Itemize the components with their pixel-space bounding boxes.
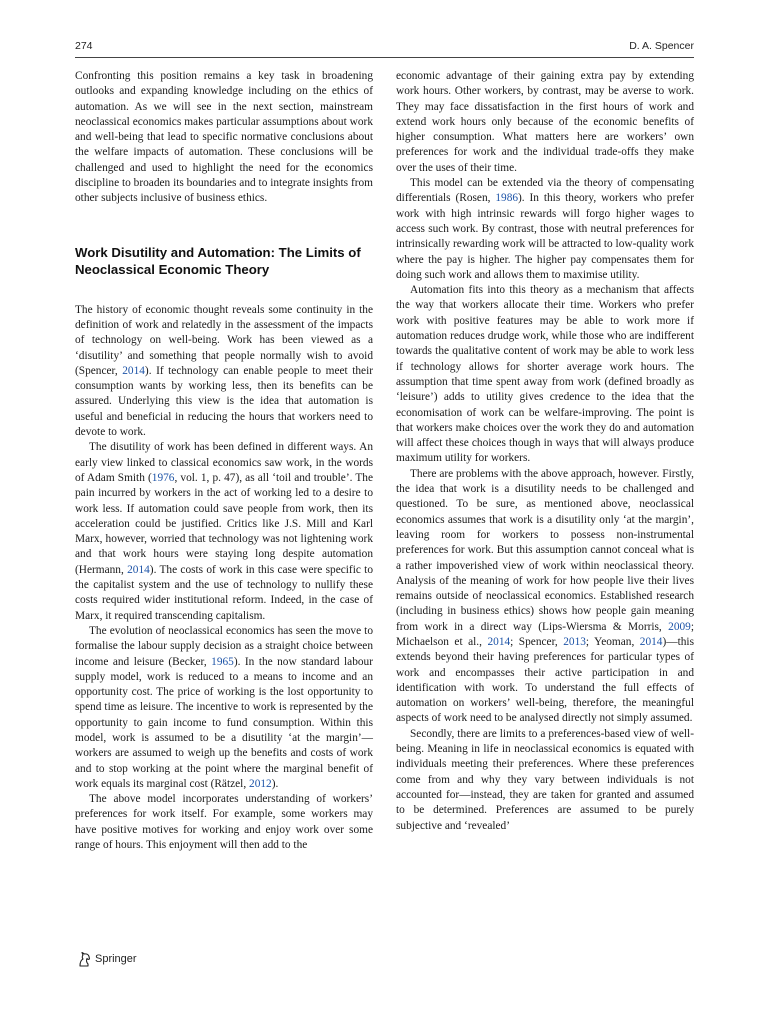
paragraph-economic-advantage: economic advantage of their gaining extra pay by extending work hours. Other workers, by contrast, may be averse to work. They may face dissatisfaction in the first hours of work and extend work hours only because of the economic benefits of higher consumption. What matters here are workers’ own preferences for work and the individual trade-offs they make over the uses of their time. xyxy=(396,70,694,174)
springer-horse-icon xyxy=(77,951,91,967)
publisher-footer xyxy=(77,951,137,967)
citation-link-spencer-2013[interactable]: 2013 xyxy=(563,635,586,648)
paragraph-text: ). In the now standard labour supply model, work is reduced to a means to income and an opportunity cost. The price of working is the lost opportunity to spend time as leisure. The incentive to work is represented by the opportunity to gain income to fund consumption. Within this model, work is assumed to be a disutility ‘at the margin’—workers are assumed to weigh up the benefits and costs of work and to stop working at the point where the marginal benefit of work equals its marginal cost (Rätzel, xyxy=(75,655,373,790)
header-rule xyxy=(75,57,694,58)
paragraph-text: ). The costs of work in this case were specific to the capitalist system and the use of technology to nullify these costs required wider institutional reform. Indeed, in the case of Marx, it required transcending capitalism. xyxy=(75,563,373,622)
paragraph-disutility-definitions xyxy=(75,440,373,624)
section-heading: Work Disutility and Automation: The Limits of Neoclassical Economic Theory xyxy=(75,244,361,277)
citation-link-rosen-1986[interactable]: 1986 xyxy=(495,192,519,205)
paragraph-text: ). xyxy=(271,777,279,790)
paragraph-text: The history of economic thought reveals some continuity in the definition of work and relatedly in the assessment of the impacts of technology on well-being. Work has been viewed as a ‘disutility’ and something that people normally wish to avoid (Spencer, xyxy=(75,303,373,377)
paragraph-preferences-for-work: The above model incorporates understanding of workers’ preferences for work itself. For example, some workers may have positive motives for working and enjoy work over some range of hours. This enjoyment will then add to the xyxy=(75,793,373,852)
paragraph-text: )—this extends beyond their having preferences for particular types of work and encompasses their active participation in and identification with work. To understand the full effects of automation on workers’ well-being, therefore, the meaningful aspects of work need to be analysed directly not simply assumed. xyxy=(396,635,694,725)
paragraph-text: This model can be extended via the theory of compensating differentials (Rosen, xyxy=(396,177,694,205)
paragraph-text: The disutility of work has been defined in different ways. An early view linked to classical economics saw work, in the words of Adam Smith ( xyxy=(75,441,373,484)
citation-link-lips-wiersma-2009[interactable]: 2009 xyxy=(668,620,691,633)
citation-link-smith-1976[interactable]: 1976 xyxy=(151,471,175,484)
citation-link-spencer-2014[interactable]: 2014 xyxy=(122,364,145,377)
page-number: 274 xyxy=(75,40,93,52)
paragraph-history xyxy=(75,303,373,441)
paragraph-text: There are problems with the above approach, however. Firstly, the idea that work is a disutility needs to be challenged and questioned. To be sure, as mentioned above, neoclassical economics assumes that work is a disutility only ‘at the margin’, leaving room for workers to possess non-instrumental preferences for work. But this assumption cannot conceal what is a rather impoverished view of work within neoclassical theory. Analysis of the meaning of work for how people live their lives remains outside of neoclassical economics. Established research (including in business ethics) shows how people gain meaning from work in a direct way (Lips-Wiersma & Morris, xyxy=(396,467,694,633)
paragraph-problems-approach xyxy=(396,467,694,727)
right-column xyxy=(396,69,694,834)
paragraph-text: ; Michaelson et al., xyxy=(396,620,694,648)
paragraph-text: ). In this theory, workers who prefer work with high intrinsic rewards will forgo higher wages to access such work. By contrast, those with neutral preferences for intrinsically rewarding work will be attracted to low-quality work where the pay is higher. The higher pay compensates them for doing such work and allows them to maximise utility. xyxy=(396,192,695,281)
paragraph-preferences-limits: Secondly, there are limits to a preferences-based view of well-being. Meaning in life in neoclassical economics is equated with individuals meeting their preferences. Where these preferences come from and why they vary between individuals is not accounted for—instead, they are taken for granted and assumed to be determined. Preferences are assumed to be purely subjective and ‘revealed’ xyxy=(396,727,694,832)
paragraph-text: , vol. 1, p. 47), as all ‘toil and trouble’. The pain incurred by workers in the act of working led to a desire to work less. If automation could save people from work, then its acceleration could be justified. Critics like J.S. Mill and Karl Marx, however, worried that technology was not lightening work and that work hours were staying long despite automation (Hermann, xyxy=(75,471,373,576)
citation-link-yeoman-2014[interactable]: 2014 xyxy=(639,635,663,648)
paragraph-text: The evolution of neoclassical economics has seen the move to formalise the labour supply decision as a straight choice between income and leisure (Becker, xyxy=(75,624,373,668)
citation-link-ratzel-2012[interactable]: 2012 xyxy=(249,777,272,790)
paragraph-automation-mechanism: Automation fits into this theory as a mechanism that affects the way that workers allocate their time. Workers who prefer work with positive features may be able to work more if automation reduces drudge work, while those who are indifferent towards the qualitative content of work may be able to work less if technology allows for shorter average work hours. The assumption that time spent away from work (defined broadly as ‘leisure’) adds to utility gives credence to the idea that the economisation of work can be welfare-improving. The point is that workers make choices over the work they do and automation will affect these choices though in ways that will always produce maximum utility for workers. xyxy=(396,284,694,465)
left-column xyxy=(75,69,373,853)
paragraph-text: ; Yeoman, xyxy=(585,635,640,648)
citation-link-hermann-2014[interactable]: 2014 xyxy=(127,563,150,576)
paragraph-neoclassical-evolution xyxy=(75,624,373,792)
paragraph-text: ; Spencer, xyxy=(510,635,564,648)
citation-link-becker-1965[interactable]: 1965 xyxy=(211,655,234,668)
paragraph-text: ). If technology can enable people to meet their consumption wants by working less, then its benefits can be assured. Underlying this view is the idea that automation is useful and beneficial in reducing the hours that workers need to devote to work. xyxy=(75,364,374,439)
paragraph-compensating-differentials xyxy=(396,176,694,283)
publisher-name: Springer xyxy=(95,953,137,965)
paragraph-intro-conclusion: Confronting this position remains a key task in broadening outlooks and expanding knowledge including on the ethics of automation. As we will see in the next section, mainstream neoclassical economics makes particular assumptions about work and well-being that lead to specific normative conclusions about the welfare impacts of automation. These conclusions will be challenged and used to highlight the need for the economics discipline to broaden its boundaries and to integrate insights from other subjects inclusive of business ethics. xyxy=(75,70,373,205)
running-head-author: D. A. Spencer xyxy=(629,40,694,52)
citation-link-michaelson-2014[interactable]: 2014 xyxy=(487,635,511,648)
